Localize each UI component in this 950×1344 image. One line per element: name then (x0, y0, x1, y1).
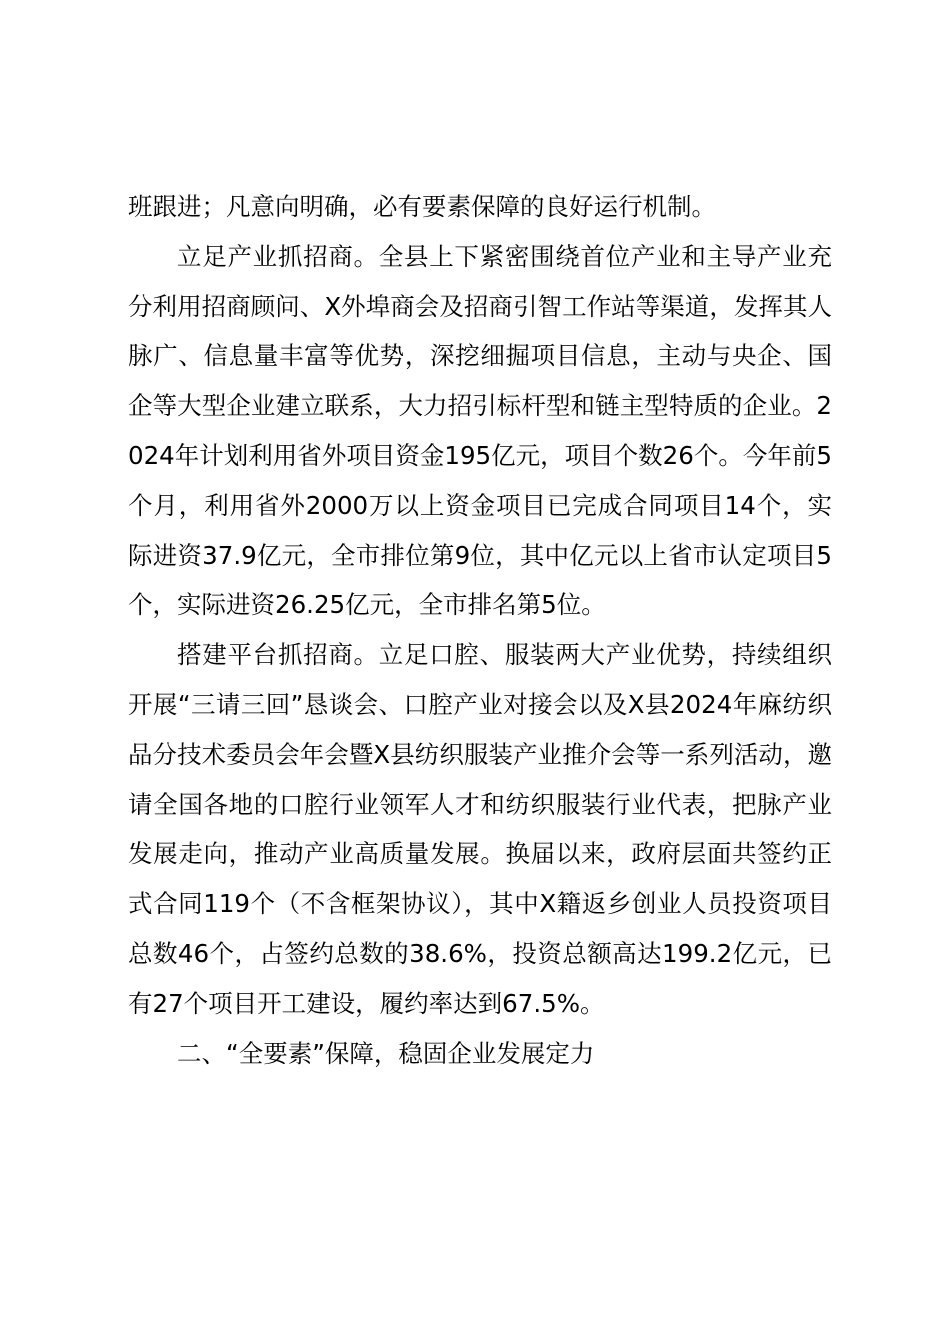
paragraph-continuation: 班跟进；凡意向明确，必有要素保障的良好运行机制。 (128, 192, 716, 221)
paragraph-platform-investment: 搭建平台抓招商。立足口腔、服装两大产业优势，持续组织开展“三请三回”恳谈会、口腔产业对接会以及X县2024年麻纺织品分技术委员会年会暨X县纺织服装产业推介会等一系列活动，邀请全国各地的口腔行业领军人才和纺织服装行业代表，把脉产业发展走向，推动产业高质量发展。换届以来，政府层面共签约正式合同119个（不含框架协议），其中X籍返乡创业人员投资项目总数46个，占签约总数的38.6%，投资总额高达199.2亿元，已有27个项目开工建设，履约率达到67.5%。 (128, 640, 832, 1018)
paragraph-industry-investment: 立足产业抓招商。全县上下紧密围绕首位产业和主导产业充分利用招商顾问、X外埠商会及招商引智工作站等渠道，发挥其人脉广、信息量丰富等优势，深挖细掘项目信息，主动与央企、国企等大型企业建立联系，大力招引标杆型和链主型特质的企业。2024年计划利用省外项目资金195亿元，项目个数26个。今年前5个月，利用省外2000万以上资金项目已完成合同项目14个，实际进资37.9亿元，全市排位第9位，其中亿元以上省市认定项目5个，实际进资26.25亿元，全市排名第5位。 (128, 241, 832, 620)
document-page (128, 182, 832, 1078)
section-heading: 二、“全要素”保障，稳固企业发展定力 (177, 1038, 595, 1068)
